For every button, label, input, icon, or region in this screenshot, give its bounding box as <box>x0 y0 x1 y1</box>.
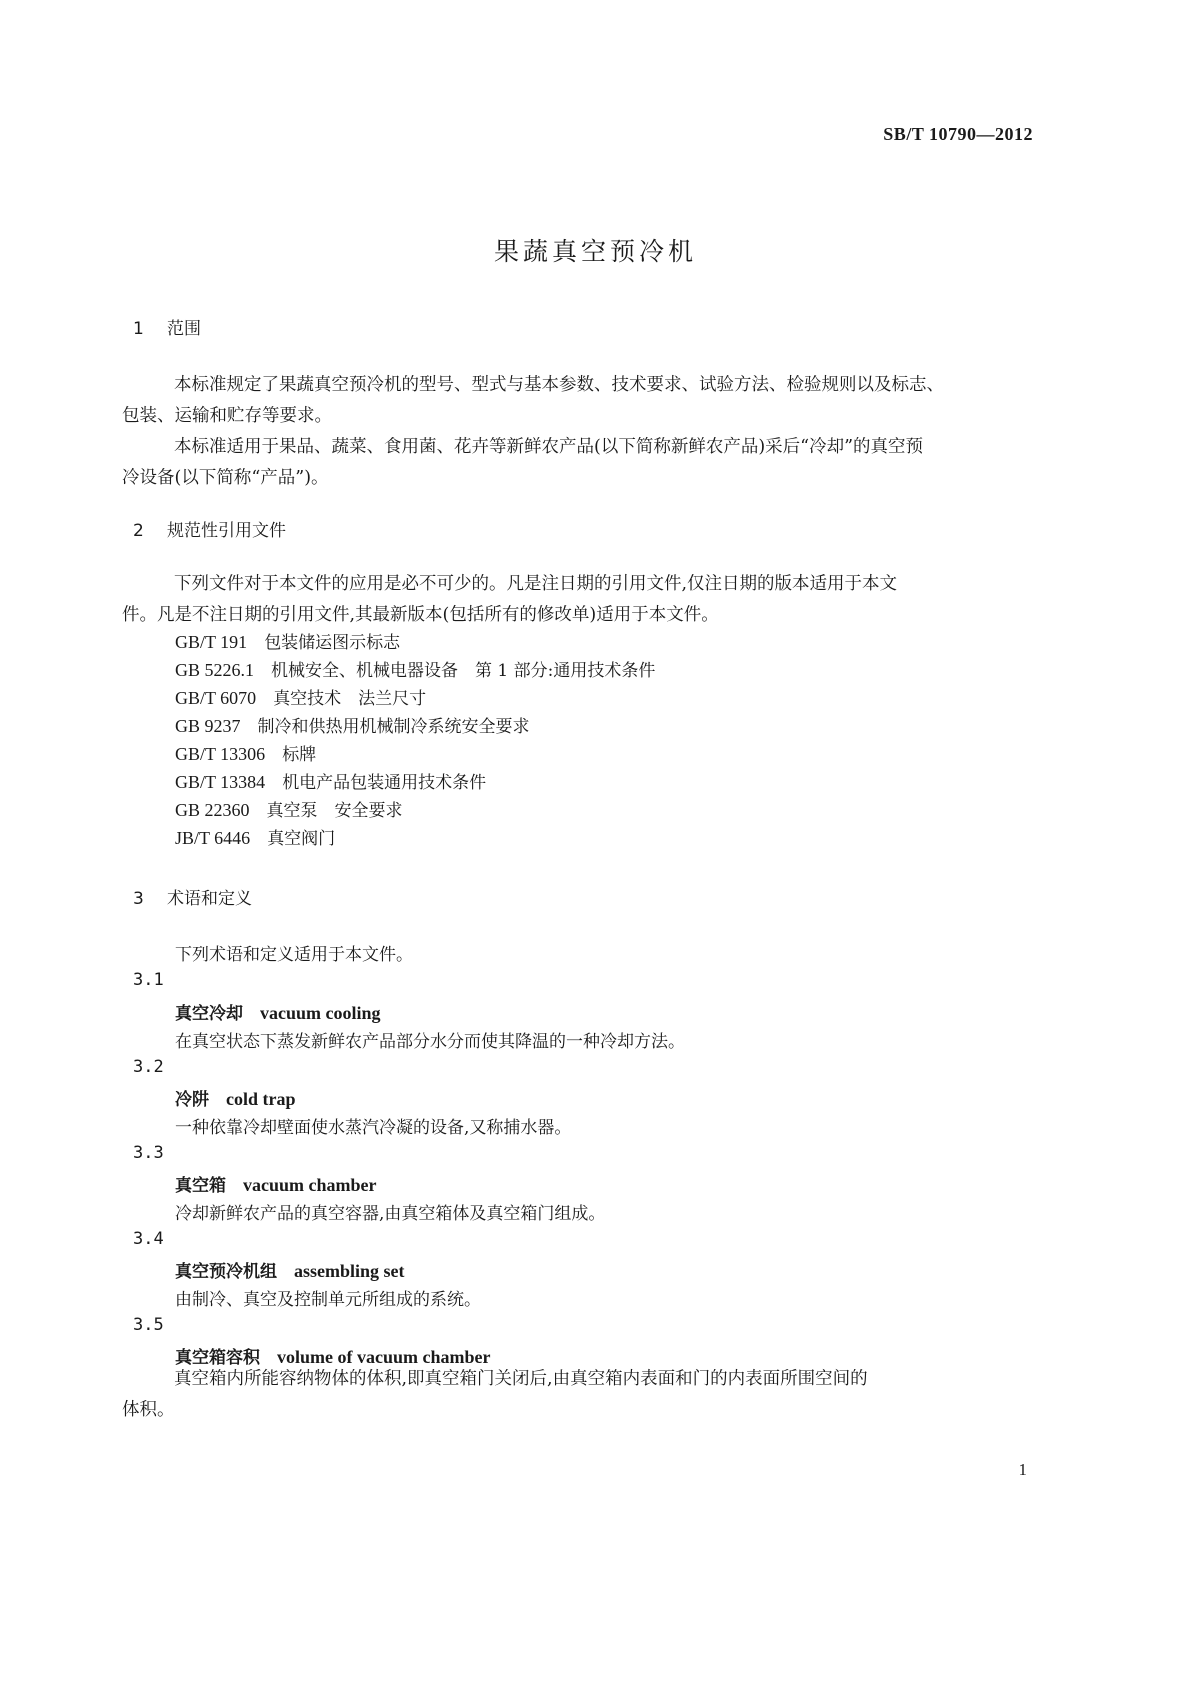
term-en: cold trap <box>226 1089 296 1109</box>
term-definition: 一种依靠冷却壁面使水蒸汽冷凝的设备,又称捕水器。 <box>175 1118 572 1138</box>
reference-item <box>175 656 655 681</box>
term-en: vacuum chamber <box>243 1175 377 1195</box>
reference-title: 机电产品包装通用技术条件 <box>282 773 487 793</box>
standard-code: SB/T 10790—2012 <box>883 124 1033 144</box>
term-name <box>175 1171 377 1196</box>
term-zh: 真空冷却 <box>175 1004 243 1024</box>
section-number: 3 <box>133 889 144 909</box>
reference-item <box>175 628 400 653</box>
section-title: 规范性引用文件 <box>167 521 286 541</box>
paragraph-line: 真空箱内所能容纳物体的体积,即真空箱门关闭后,由真空箱内表面和门的内表面所围空间的 <box>174 1369 868 1389</box>
section-number: 1 <box>133 319 144 339</box>
term-en: volume of vacuum chamber <box>277 1347 491 1367</box>
term-name <box>175 1085 296 1110</box>
page-title: 果蔬真空预冷机 <box>493 237 697 266</box>
reference-title: 机械安全、机械电器设备 第 1 部分:通用技术条件 <box>271 661 656 681</box>
term-zh: 真空箱 <box>175 1176 226 1196</box>
term-definition <box>122 1364 1060 1426</box>
term-zh: 真空预冷机组 <box>175 1262 277 1282</box>
term-zh: 冷阱 <box>175 1090 209 1110</box>
term-en: assembling set <box>294 1261 405 1281</box>
term-number: 3.3 <box>133 1143 164 1163</box>
reference-title: 真空技术 法兰尺寸 <box>273 689 427 709</box>
paragraph-line: 体积。 <box>122 1400 175 1420</box>
reference-code: GB 22360 <box>175 800 250 820</box>
reference-title: 包装储运图示标志 <box>264 633 401 653</box>
paragraph <box>122 370 1060 494</box>
reference-code: JB/T 6446 <box>175 828 251 848</box>
reference-code: GB/T 191 <box>175 632 248 652</box>
paragraph <box>122 569 1060 631</box>
paragraph-line: 下列文件对于本文件的应用是必不可少的。凡是注日期的引用文件,仅注日期的版本适用于本文 <box>174 574 898 594</box>
term-number: 3.1 <box>133 970 164 990</box>
reference-item <box>175 824 335 849</box>
term-name <box>175 1257 405 1282</box>
reference-title: 真空阀门 <box>267 829 336 849</box>
section-title: 术语和定义 <box>167 889 252 909</box>
term-number: 3.5 <box>133 1315 164 1335</box>
page-number: 1 <box>1018 1460 1027 1479</box>
term-en: vacuum cooling <box>260 1003 381 1023</box>
reference-item <box>175 684 426 709</box>
paragraph-line: 本标准适用于果品、蔬菜、食用菌、花卉等新鲜农产品(以下简称新鲜农产品)采后“冷却”的真空预 <box>174 437 924 457</box>
reference-item <box>175 768 486 793</box>
paragraph-line: 冷设备(以下简称“产品”)。 <box>122 468 329 488</box>
reference-code: GB 5226.1 <box>175 660 255 680</box>
section-2-heading <box>133 516 286 541</box>
paragraph-line: 包装、运输和贮存等要求。 <box>122 406 332 426</box>
reference-title: 标牌 <box>282 745 317 765</box>
term-definition: 冷却新鲜农产品的真空容器,由真空箱体及真空箱门组成。 <box>175 1204 606 1224</box>
reference-title: 真空泵 安全要求 <box>266 801 403 821</box>
term-number: 3.2 <box>133 1057 164 1077</box>
reference-code: GB/T 6070 <box>175 688 257 708</box>
section-1-heading <box>133 314 201 339</box>
reference-code: GB/T 13306 <box>175 744 266 764</box>
term-definition: 由制冷、真空及控制单元所组成的系统。 <box>175 1290 481 1310</box>
paragraph-line: 本标准规定了果蔬真空预冷机的型号、型式与基本参数、技术要求、试验方法、检验规则以及标志、 <box>174 375 944 395</box>
reference-item <box>175 740 316 765</box>
paragraph-line: 件。凡是不注日期的引用文件,其最新版本(包括所有的修改单)适用于本文件。 <box>122 605 719 625</box>
term-definition: 在真空状态下蒸发新鲜农产品部分水分而使其降温的一种冷却方法。 <box>175 1032 685 1052</box>
reference-item <box>175 796 403 821</box>
section-3-heading <box>133 884 252 909</box>
reference-item <box>175 712 530 737</box>
section-title: 范围 <box>167 319 201 339</box>
term-zh: 真空箱容积 <box>175 1348 260 1368</box>
reference-code: GB 9237 <box>175 716 241 736</box>
term-number: 3.4 <box>133 1229 164 1249</box>
section-intro: 下列术语和定义适用于本文件。 <box>175 945 413 965</box>
reference-title: 制冷和供热用机械制冷系统安全要求 <box>257 717 530 737</box>
reference-code: GB/T 13384 <box>175 772 266 792</box>
term-name <box>175 999 381 1024</box>
section-number: 2 <box>133 521 144 541</box>
